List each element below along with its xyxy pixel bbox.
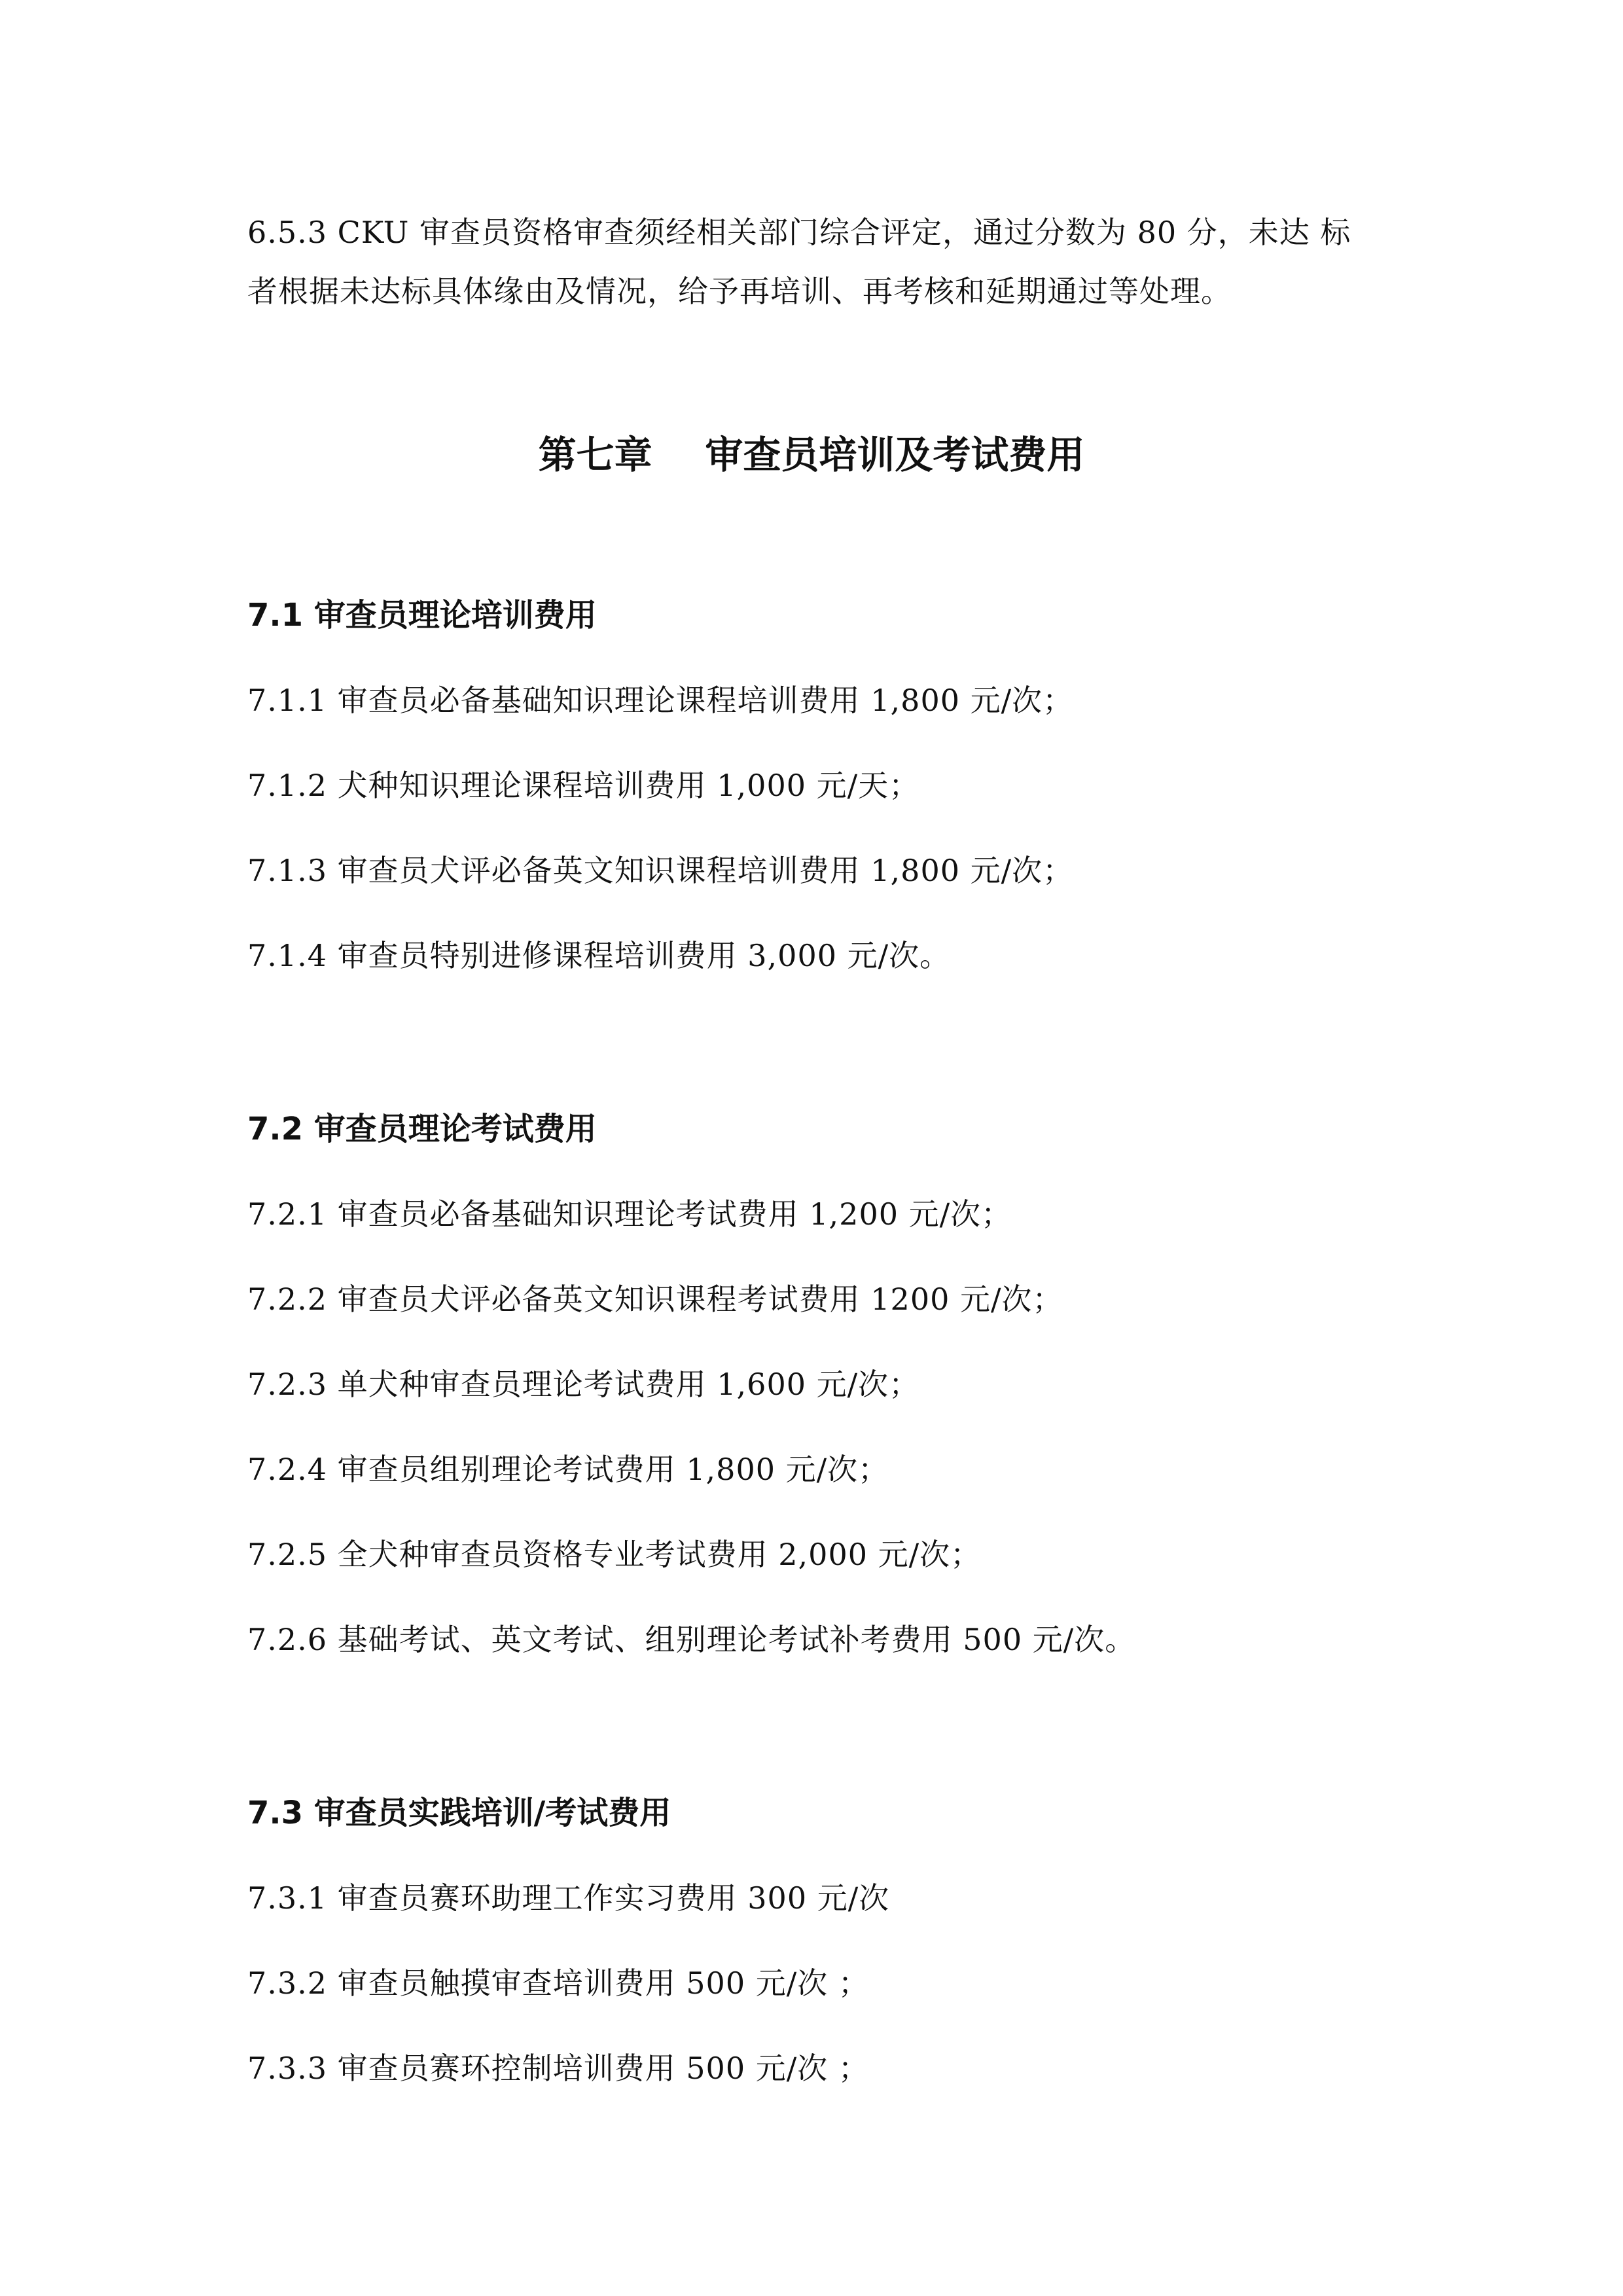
intro-line-2: 者根据未达标具体缘由及情况，给予再培训、再考核和延期通过等处理。	[247, 274, 1232, 309]
chapter-title: 第七章 审查员培训及考试费用	[538, 433, 1085, 477]
list-item-7-2-5: 7.2.5 全犬种审查员资格专业考试费用 2,000 元/次；	[247, 1537, 982, 1572]
section-heading-7-2: 7.2 审查员理论考试费用	[247, 1111, 597, 1147]
section-heading-7-1: 7.1 审查员理论培训费用	[247, 597, 597, 634]
list-item-7-3-2: 7.3.2 审查员触摸审查培训费用 500 元/次 ；	[247, 1965, 869, 2001]
list-item-7-1-2: 7.1.2 犬种知识理论课程培训费用 1,000 元/天；	[247, 768, 920, 803]
list-item-7-2-2: 7.2.2 审查员犬评必备英文知识课程考试费用 1200 元/次；	[247, 1282, 1063, 1317]
list-item-7-1-1: 7.1.1 审查员必备基础知识理论课程培训费用 1,800 元/次；	[247, 683, 1074, 718]
list-item-7-2-3: 7.2.3 单犬种审查员理论考试费用 1,600 元/次；	[247, 1367, 920, 1402]
list-item-7-1-3: 7.1.3 审查员犬评必备英文知识课程培训费用 1,800 元/次；	[247, 853, 1074, 888]
list-item-7-2-4: 7.2.4 审查员组别理论考试费用 1,800 元/次；	[247, 1452, 889, 1487]
list-item-7-2-6: 7.2.6 基础考试、英文考试、组别理论考试补考费用 500 元/次。	[247, 1622, 1136, 1657]
intro-line-1: 6.5.3 CKU 审查员资格审查须经相关部门综合评定，通过分数为 80 分，未达 标	[247, 215, 1351, 250]
section-heading-7-3: 7.3 审查员实践培训/考试费用	[247, 1795, 671, 1831]
list-item-7-1-4: 7.1.4 审查员特别进修课程培训费用 3,000 元/次。	[247, 938, 951, 973]
list-item-7-3-1: 7.3.1 审查员赛环助理工作实习费用 300 元/次	[247, 1880, 890, 1916]
list-item-7-2-1: 7.2.1 审查员必备基础知识理论考试费用 1,200 元/次；	[247, 1196, 1012, 1232]
list-item-7-3-3: 7.3.3 审查员赛环控制培训费用 500 元/次 ；	[247, 2051, 869, 2086]
